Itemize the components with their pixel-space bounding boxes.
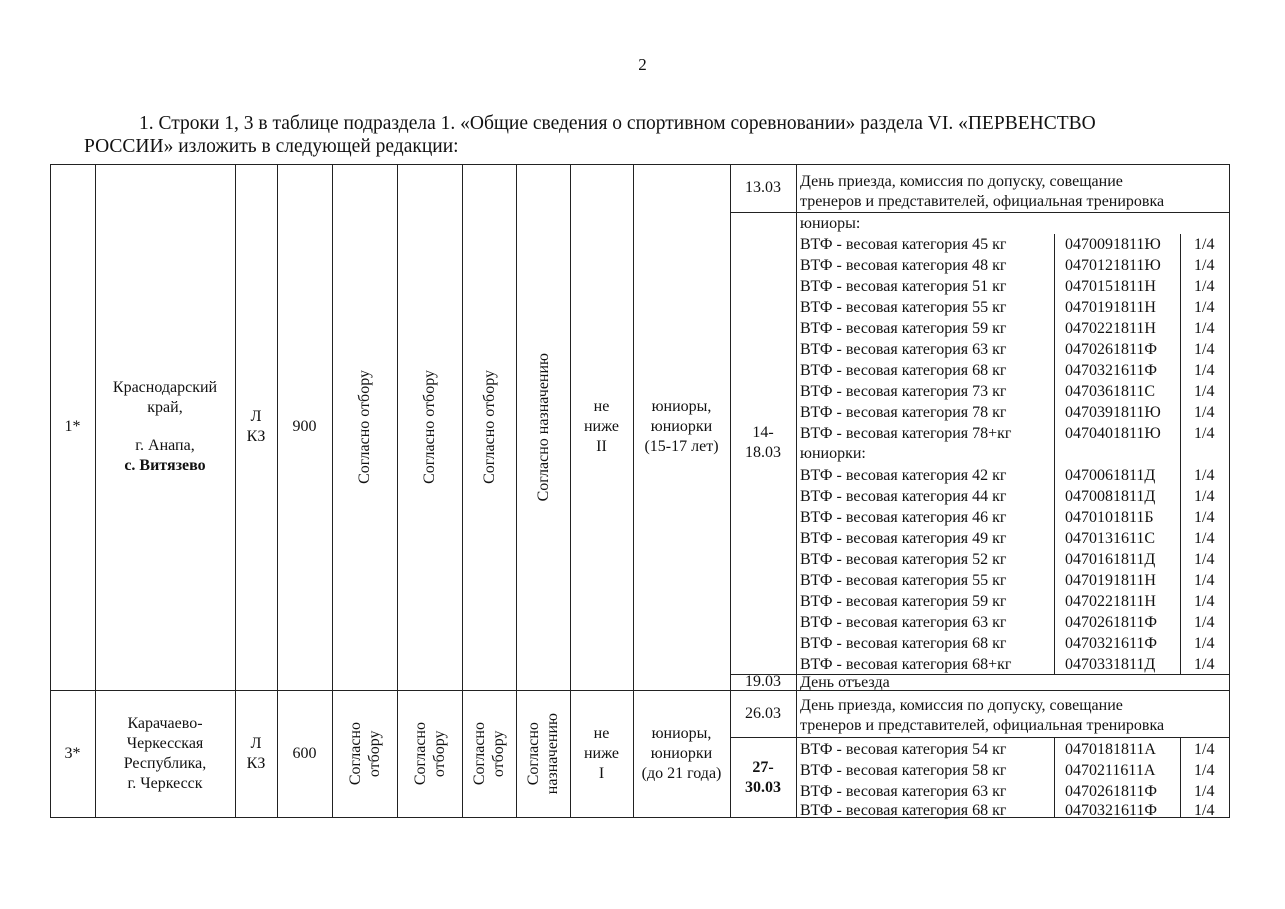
row-3-main-date: 27- 30.03 (745, 758, 781, 796)
row-1-departure-date: 19.03 (745, 673, 781, 690)
row-3-col7: Согласно отбору (471, 722, 507, 786)
row-1-main-date: 14- 18.03 (745, 424, 781, 461)
intro-line-2: РОССИИ» изложить в следующей редакции: (84, 136, 459, 157)
row-1-col6: Согласно отбору (421, 370, 438, 484)
row-3-col6: Согласно отбору (411, 722, 448, 786)
row-3-participants: 600 (292, 745, 317, 762)
row-1-arrival-date: 13.03 (745, 179, 781, 196)
row-1-type: Л КЗ (246, 408, 266, 445)
group-junior-girls-title: юниорки: (800, 445, 866, 462)
row-3-col8: Согласно назначению (525, 713, 561, 795)
row-1-departure-text: День отъезда (800, 674, 890, 691)
row-3-venue: Карачаево- Черкесская Республика, г. Черкесск (123, 715, 207, 792)
row-1-col5: Согласно отбору (356, 370, 373, 484)
row-3-age-group: юниоры, юниорки (до 21 года) (641, 725, 722, 782)
row-3-arrival-text-1: День приезда, комиссия по допуску, совещание (800, 697, 1123, 714)
row-1-col8: Согласно назначению (534, 352, 552, 502)
page-number: 2 (638, 55, 647, 74)
row-3-arrival-date: 26.03 (745, 704, 781, 722)
row-1-rank: не ниже II (583, 398, 620, 455)
row-1-arrival-text-1: День приезда, комиссия по допуску, совещание (800, 173, 1123, 190)
row-3-rank: не ниже I (583, 725, 620, 782)
intro-line-1: 1. Строки 1, 3 в таблице подраздела 1. «Общие сведения о спортивном соревновании» раздела VI. «ПЕРВЕНСТВО (139, 113, 1096, 134)
row-1-number: 1* (64, 418, 81, 435)
competition-table: 1* Краснодарский край, г. Анапа, с. Витязево Л КЗ 900 Согласно отбору Согласно отбору Согласно отбору Согласно назначению не ниже II юниоры, юниорки (15-17 лет) 13.03 День приезда, комиссия по допуску, совещание тренеров и представителей, официальная тренировка 14- 18.03 юниоры: ВТФ - весовая категория 45 кг 0470091811Ю 1/4 ВТФ - весовая категория 48 кг 0470121811Ю 1/4 ВТФ - весовая категория 51 кг 0470151811Н 1/4 ВТФ - весовая категория 55 кг 0470191811Н 1/4 ВТФ - весовая категория 59 кг 0470221811Н 1/4 ВТФ - весовая категория 63 кг 0470261811Ф 1/4 ВТФ - весовая категория 68 кг 0470321611Ф 1/4 ВТФ - весовая категория 73 кг 0470361811С 1/4 ВТФ - весовая категория 78 кг 0470391811Ю 1/4 ВТФ - весовая категория 78+кг 0470401811Ю 1/4 юниорки: ВТФ - весовая категория 42 кг 0470061811Д 1/4 ВТФ - весовая категория 44 кг 0470081811Д 1/4 ВТФ - весовая категория 46 кг 0470101811Б 1/4 ВТФ - весовая категория 49 кг 0470131611С 1/4 ВТФ - весовая категория 52 кг 0470161811Д 1/4 ВТФ - весовая категория 55 кг 0470191811Н 1/4 ВТФ - весовая категория 59 кг 0470221811Н 1/4 ВТФ - весовая категория 63 кг 0470261811Ф 1/4 ВТФ - весовая категория 68 кг 0470321611Ф 1/4 ВТФ - весовая категория 68+кг 0470331811Д 1/4 19.03 День отъезда 3* Карачаево- Черкесская Республика, г. Черкесск Л КЗ 600 Согласно отбору Согласно отбору Согласно отбору Согласно назначению не ниже I юниоры, юниорки (до 21 года) 26.03 День приезда, комиссия по допуску, совещание тренеров и представителей, официальная тренировка 27- 30.03 ВТФ - весовая категория 54 кг 0470181811А 1/4 ВТФ - весовая категория 58 кг 0470211611А 1/4 ВТФ - весовая категория 63 кг 0470261811Ф 1/4 ВТФ - весовая категория 68 кг 0470321611Ф 1/4 (50, 164, 1230, 818)
row-1-col7: Согласно отбору (480, 370, 498, 484)
group-juniors-title: юниоры: (800, 215, 861, 232)
row-3-type: Л КЗ (246, 735, 266, 772)
row-1-participants: 900 (292, 418, 317, 435)
row-3-number: 3* (64, 745, 81, 762)
row-3-col5: Согласно отбору (346, 722, 383, 786)
row-3-arrival-text-2: тренеров и представителей, официальная тренировка (800, 717, 1165, 734)
row-1-age-group: юниоры, юниорки (15-17 лет) (644, 398, 719, 455)
row-1-venue: Краснодарский край, г. Анапа, с. Витязево (112, 379, 218, 474)
row-1-arrival-text-2: тренеров и представителей, официальная тренировка (800, 193, 1165, 210)
